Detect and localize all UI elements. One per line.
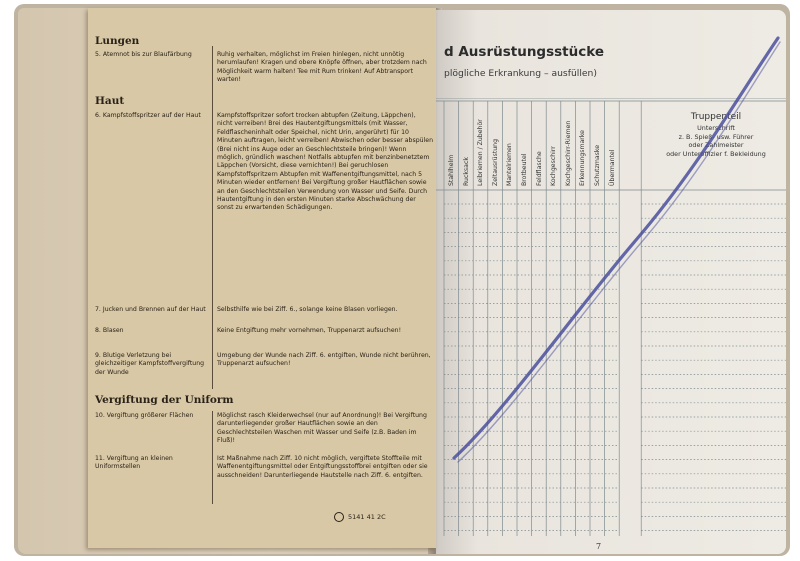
column-divider xyxy=(212,46,213,389)
item-instruction: Selbsthilfe wie bei Ziff. 6., solange keine Blasen vorliegen. xyxy=(217,306,398,313)
item-label: 5. Atemnot bis zur Blaufärbung xyxy=(95,51,192,58)
item-label: 7. Jucken und Brennen auf der Haut xyxy=(95,306,206,313)
unit-header-title: Truppenteil xyxy=(690,112,742,122)
item-label: 11. Vergiftung an kleinen Uniformstellen xyxy=(95,455,173,471)
page-number: 7 xyxy=(596,542,602,551)
column-header: Brotbeutel xyxy=(521,153,528,186)
item-label: 8. Blasen xyxy=(95,327,124,334)
column-header: Kochgeschirr-Riemen xyxy=(564,120,572,186)
item-instruction: Keine Entgiftung mehr vornehmen, Truppenarzt aufsuchen! xyxy=(217,327,402,334)
page-subtitle: plögliche Erkrankung – ausfüllen) xyxy=(444,68,597,79)
unit-header-line: oder Unteroffizier f. Bekleidung xyxy=(666,150,766,159)
item-instruction: Ist Maßnahme nach Ziff. 10 nicht möglich, vergiftete Stoffteile mit Waffenentgiftungsmittel oder Entgiftungsstoffbrei entgiften oder sie ausschneiden! Darunterliegende Hautstelle nach Ziff. 6. entgiften. xyxy=(217,455,428,479)
column-header: Erkennungsmarke xyxy=(579,130,587,186)
column-header: Stahlhelm xyxy=(448,154,455,186)
column-header: Kochgeschirr xyxy=(550,146,558,186)
cancellation-pen-stroke xyxy=(436,10,786,554)
unit-header-line: Unterschrift xyxy=(697,123,735,132)
equipment-table-page xyxy=(436,10,786,554)
item-instruction: Kampfstoffspritzer sofort trocken abtupfen (Zeitung, Läppchen), nicht verreiben! Brei des Hautentgiftungsmittels (mit Wasser, Feldflascheninhalt oder Speichel, nicht Urin, angerührt) für 10 Minuten auftragen, leicht verreiben! Abwischen oder besser abspülen (Brei nicht ins Auge oder an Geschlechtsteile bringen)! Wenn möglich, gründlich waschen! Notfalls abtupfen mit benzinbenetztem Läppchen (Vorsicht, diese vernichten!) Bei geruchlosen Kampfstoffspritzern Abtupfen mit Waffenentgiftungsmittel, nach 5 Minuten wieder entfernen! Bei Vergiftung großer Hautflächen sowie an den Geschlechtsteilen Verwendung von Wasser und Seife. Durch Hautentgiftung in den ersten Minuten starke Abschwächung der sonst zu erwartenden Schädigungen. xyxy=(217,112,434,212)
item-instruction: Ruhig verhalten, möglichst im Freien hinlegen, nicht unnötig herumlaufen! Kragen und obere Knöpfe öffnen, aber trotzdem nach Möglichkeit warm halten! Tee mit Rum trinken! Auf Abtransport warten! xyxy=(217,51,427,84)
column-header: Feldflasche xyxy=(535,151,543,186)
item-instruction: Umgebung der Wunde nach Ziff. 6. entgiften, Wunde nicht berühren, Truppenarzt aufsuchen! xyxy=(217,352,431,368)
column-header: Schutzmaske xyxy=(594,144,601,186)
column-header: Leibriemen / Zubehör xyxy=(477,119,485,186)
unit-header-line: oder Zahlmeister xyxy=(688,141,744,150)
column-header: Zeltausrüstung xyxy=(491,138,499,186)
print-code xyxy=(334,512,386,522)
seal-icon xyxy=(334,512,344,522)
column-header: Mantelriemen xyxy=(506,143,514,186)
instruction-insert xyxy=(88,8,436,548)
print-code-text: 5141 41 2C xyxy=(348,513,386,521)
item-label: 6. Kampfstoffspritzer auf der Haut xyxy=(95,112,201,119)
page-title: d Ausrüstungsstücke xyxy=(444,44,605,60)
section-heading-uniform: Vergiftung der Uniform xyxy=(95,394,234,406)
item-instruction: Möglichst rasch Kleiderwechsel (nur auf Anordnung)! Bei Vergiftung darunterliegender großer Hautflächen sowie an den Geschlechtsteilen Waschen mit Wasser und Seife (z.B. Baden im Fluß)! xyxy=(217,412,427,445)
column-divider xyxy=(212,411,213,504)
unit-header-line: z. B. Spieß- usw. Führer xyxy=(678,132,754,141)
column-header: Rucksack xyxy=(462,157,470,186)
section-heading-lungen: Lungen xyxy=(95,35,140,47)
column-header: Übermantel xyxy=(608,149,616,186)
section-heading-haut: Haut xyxy=(95,95,125,107)
item-label: 10. Vergiftung größerer Flächen xyxy=(95,412,194,419)
item-label: 9. Blutige Verletzung bei gleichzeitiger Kampfstoffvergiftung der Wunde xyxy=(95,352,205,376)
